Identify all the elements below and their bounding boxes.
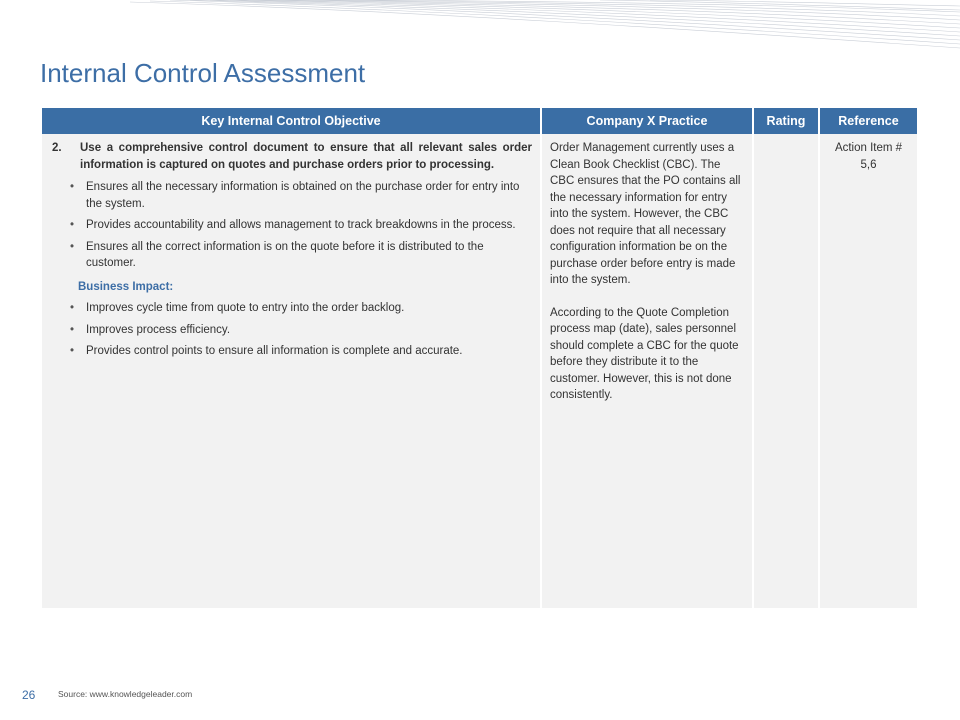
source-note: Source: www.knowledgeleader.com	[58, 689, 193, 699]
list-item: • Ensures all the correct information is on the quote before it is distributed to the customer.	[70, 239, 532, 272]
practice-paragraph: Order Management currently uses a Clean Book Checklist (CBC). The CBC ensures that the PO contains all the necessary information for entry into the system. However, the CBC does not require that all necessary configuration information be on the purchase order before entry is made into the system.	[550, 142, 741, 286]
list-item: • Provides control points to ensure all information is complete and accurate.	[70, 343, 532, 360]
header-objective: Key Internal Control Objective	[42, 108, 540, 134]
objective-statement	[50, 140, 532, 173]
list-item: • Ensures all the necessary information is obtained on the purchase order for entry into the system.	[70, 179, 532, 212]
rating-cell	[754, 134, 818, 608]
objective-bullets	[50, 179, 532, 272]
objective-number: 2.	[52, 142, 62, 154]
objective-text: Use a comprehensive control document to ensure that all relevant sales order information is captured on quotes and purchase orders prior to processing.	[80, 142, 532, 171]
page-title: Internal Control Assessment	[40, 58, 366, 88]
table-header-row	[42, 108, 917, 134]
practice-paragraph: According to the Quote Completion process map (date), sales personnel should complete a CBC for the quote before they distribute it to the customer. However, this is not done consistently.	[550, 306, 739, 401]
page-number: 26	[22, 688, 36, 702]
table-row	[42, 134, 917, 608]
assessment-table	[40, 108, 919, 608]
list-item: • Provides accountability and allows management to track breakdowns in the process.	[70, 217, 532, 234]
header-reference: Reference	[820, 108, 917, 134]
list-item: • Improves process efficiency.	[70, 322, 532, 339]
impact-bullets	[50, 300, 532, 360]
header-practice: Company X Practice	[542, 108, 752, 134]
list-item: • Improves cycle time from quote to entry into the order backlog.	[70, 300, 532, 317]
header-rating: Rating	[754, 108, 818, 134]
business-impact-heading: Business Impact:	[78, 280, 174, 293]
decorative-swoosh	[0, 0, 960, 60]
practice-cell	[542, 134, 752, 608]
reference-cell: Action Item # 5,6	[820, 134, 917, 608]
objective-cell	[42, 134, 540, 608]
